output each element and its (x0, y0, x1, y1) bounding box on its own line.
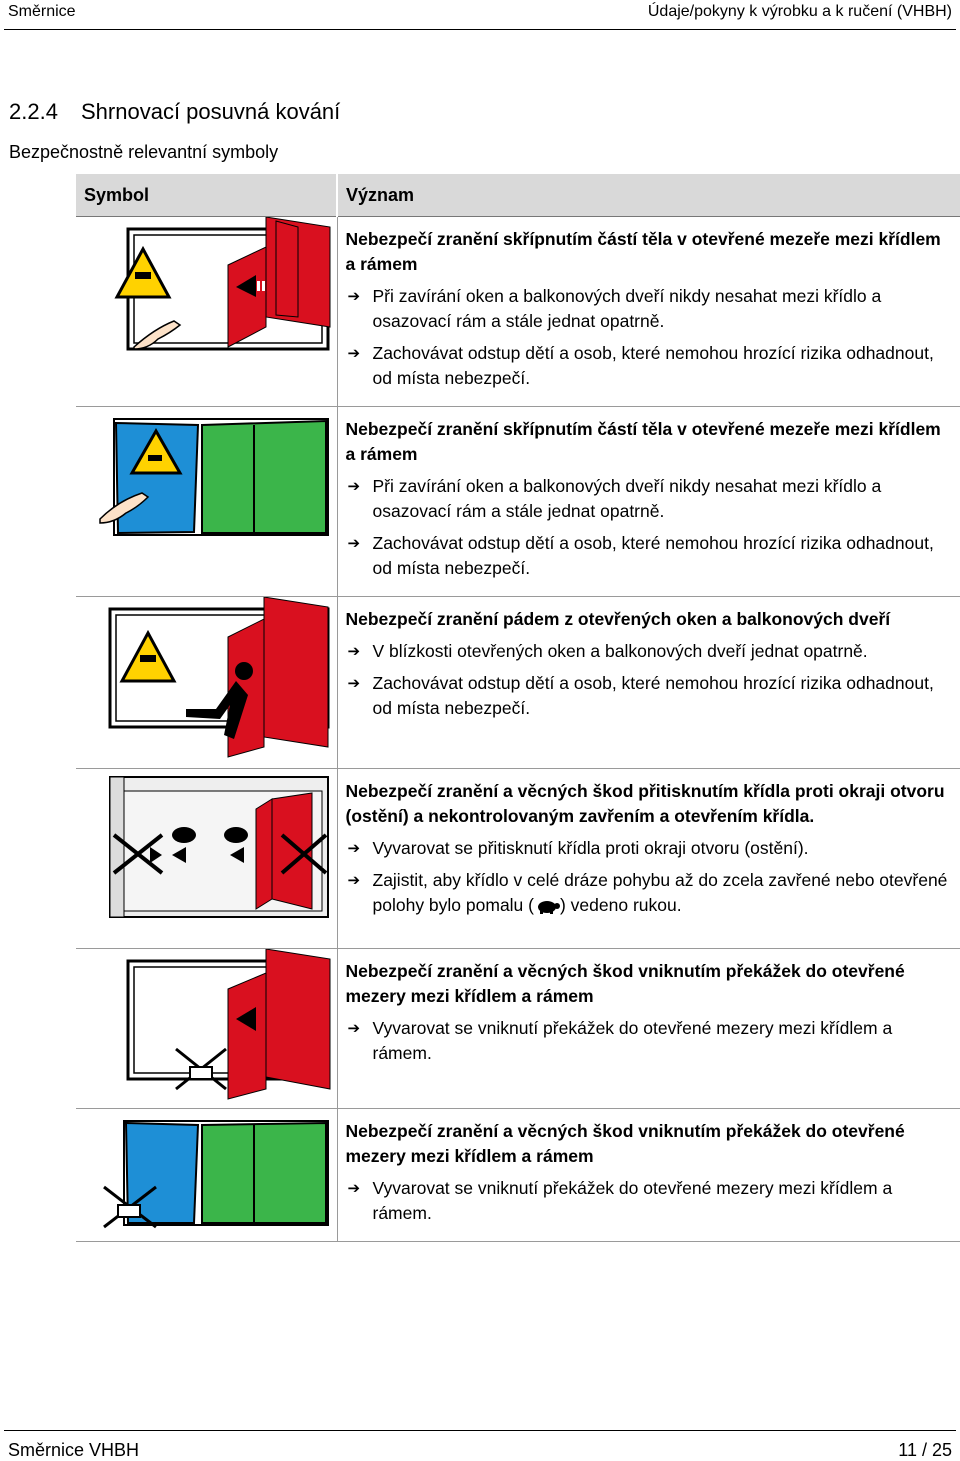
meaning-cell (337, 407, 960, 597)
row-title: Nebezpečí zranění a věcných škod přitisknutím křídla proti okraji otvoru (ostění) a nekontrolovaným zavřením a otevřením křídla. (345, 781, 945, 826)
table-header-row (76, 174, 960, 217)
arrow-right-icon: ➔ (347, 534, 361, 552)
page-header (0, 0, 960, 30)
arrow-right-icon: ➔ (347, 1179, 361, 1197)
arrow-right-icon: ➔ (347, 642, 361, 660)
section-number: 2.2.4 (9, 99, 58, 124)
bullet-item (346, 671, 953, 721)
header-left: Směrnice (8, 3, 76, 20)
row-title: Nebezpečí zranění pádem z otevřených oken a balkonových dveří (345, 609, 891, 629)
arrow-right-icon: ➔ (347, 871, 361, 889)
col-meaning-header: Význam (337, 174, 960, 217)
symbol-cell (76, 407, 337, 597)
meaning-cell (337, 597, 960, 769)
symbol-cell (76, 217, 337, 407)
bullet-item (346, 639, 953, 664)
section-subtitle: Bezpečnostně relevantní symboly (9, 142, 279, 162)
row-title: Nebezpečí zranění a věcných škod vniknutím překážek do otevřené mezery mezi křídlem a rámem (345, 1121, 905, 1166)
bullet-text: Zachovávat odstup dětí a osob, které nemohou hrozící rizika odhadnout, od místa nebezpečí. (372, 673, 934, 718)
arrow-right-icon: ➔ (347, 674, 361, 692)
page-footer (0, 1430, 960, 1461)
obstacle-hazard-red-icon (76, 949, 334, 1107)
symbol-cell (76, 1109, 337, 1242)
table-row (76, 217, 960, 407)
bullet-text: Zajistit, aby křídlo v celé dráze pohybu až do zcela zavřené nebo otevřené polohy bylo pomalu ( (372, 870, 948, 915)
bullet-item (346, 868, 953, 918)
bullet-item (346, 1176, 953, 1226)
meaning-cell (337, 1109, 960, 1242)
header-right: Údaje/pokyny k výrobku a k ručení (VHBH) (647, 3, 952, 20)
symbol-cell (76, 769, 337, 949)
arrow-right-icon: ➔ (347, 1019, 361, 1037)
crush-hazard-red-folding-sash-icon (76, 217, 334, 397)
meaning-cell (337, 769, 960, 949)
header-rule (4, 29, 956, 30)
sash-slam-hazard-icon (76, 769, 334, 945)
table-row (76, 1109, 960, 1242)
bullet-item (346, 284, 953, 334)
bullet-item (346, 836, 953, 861)
bullet-text: Při zavírání oken a balkonových dveří nikdy nesahat mezi křídlo a osazovací rám a stále jednat opatrně. (372, 286, 882, 331)
bullet-item (346, 341, 953, 391)
row-title: Nebezpečí zranění skřípnutím částí těla v otevřené mezeře mezi křídlem a rámem (345, 419, 941, 464)
table-row (76, 407, 960, 597)
bullet-text: V blízkosti otevřených oken a balkonových dveří jednat opatrně. (372, 641, 868, 661)
section-title: Shrnovací posuvná kování (81, 99, 341, 124)
bullet-text: Vyvarovat se vniknutí překážek do otevřené mezery mezi křídlem a rámem. (372, 1018, 893, 1063)
page-number: 11 / 25 (898, 1440, 952, 1460)
meaning-cell (337, 949, 960, 1109)
bullet-text: ) vedeno rukou. (559, 895, 682, 915)
table-row (76, 949, 960, 1109)
bullet-item (346, 531, 953, 581)
footer-left: Směrnice VHBH (8, 1440, 140, 1460)
obstacle-hazard-blue-green-icon (76, 1109, 334, 1237)
bullet-text: Zachovávat odstup dětí a osob, které nemohou hrozící rizika odhadnout, od místa nebezpečí. (372, 343, 934, 388)
footer-rule (4, 1430, 956, 1431)
bullet-item (346, 1016, 953, 1066)
symbol-cell (76, 597, 337, 769)
bullet-text: Při zavírání oken a balkonových dveří nikdy nesahat mezi křídlo a osazovací rám a stále jednat opatrně. (372, 476, 882, 521)
symbols-table (76, 174, 960, 1242)
section-heading (9, 99, 340, 125)
turtle-slow-icon (534, 898, 560, 914)
arrow-right-icon: ➔ (347, 344, 361, 362)
table-row (76, 597, 960, 769)
arrow-right-icon: ➔ (347, 839, 361, 857)
bullet-text: Zachovávat odstup dětí a osob, které nemohou hrozící rizika odhadnout, od místa nebezpečí. (372, 533, 934, 578)
row-title: Nebezpečí zranění skřípnutím částí těla v otevřené mezeře mezi křídlem a rámem (345, 229, 941, 274)
table-row (76, 769, 960, 949)
symbol-cell (76, 949, 337, 1109)
arrow-right-icon: ➔ (347, 477, 361, 495)
arrow-right-icon: ➔ (347, 287, 361, 305)
crush-hazard-blue-green-sash-icon (76, 407, 334, 587)
meaning-cell (337, 217, 960, 407)
bullet-item (346, 474, 953, 524)
row-title: Nebezpečí zranění a věcných škod vniknutím překážek do otevřené mezery mezi křídlem a rámem (345, 961, 905, 1006)
fall-hazard-icon (76, 597, 334, 767)
bullet-text: Vyvarovat se přitisknutí křídla proti okraji otvoru (ostění). (372, 838, 809, 858)
bullet-text: Vyvarovat se vniknutí překážek do otevřené mezery mezi křídlem a rámem. (372, 1178, 893, 1223)
col-symbol-header: Symbol (76, 174, 337, 217)
